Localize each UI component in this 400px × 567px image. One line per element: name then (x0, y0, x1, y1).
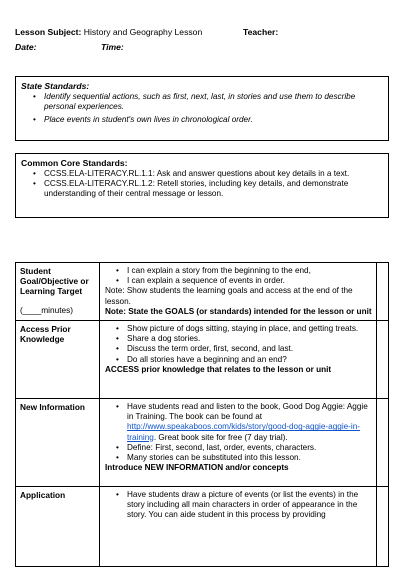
common-core-title: Common Core Standards: (21, 158, 128, 168)
list-item: • CCSS.ELA-LITERACY.RL.1.1: Ask and answer questions about key details in a text. (30, 169, 386, 179)
table-row (16, 487, 389, 567)
goal-bold-note: Note: State the GOALS (or standards) intended for the lesson or unit (105, 306, 372, 316)
list-item (113, 402, 372, 443)
time-label: Time: (101, 42, 124, 52)
new-info-text-pre: Have students read and listen to the book, Good Dog Aggie: Aggie in Training. The book can be found at (127, 402, 368, 422)
blank-column-cell (377, 321, 389, 399)
new-info-label: New Information (20, 402, 85, 413)
date-label: Date: (15, 42, 37, 52)
prior-label: Access Prior Knowledge (20, 324, 71, 345)
goal-cell (16, 263, 100, 321)
blank-column-cell (377, 399, 389, 487)
prior-bold-note: ACCESS prior knowledge that relates to the lesson or unit (105, 364, 332, 374)
table-row (16, 321, 389, 399)
list-item: • Share a dog stories. (113, 334, 372, 344)
teacher-label: Teacher: (243, 27, 279, 37)
new-info-content (100, 399, 377, 487)
prior-content (100, 321, 377, 399)
list-item: • Many stories can be substituted into this lesson. (113, 453, 372, 463)
list-item: • Do all stories have a beginning and an end? (113, 355, 372, 365)
book-link[interactable]: http://www.speakaboos.com/kids/story/good-dog-aggie-aggie-in-training (127, 422, 361, 442)
application-content (100, 487, 377, 567)
new-info-bold-note: Introduce NEW INFORMATION and/or concepts (105, 463, 289, 473)
application-cell (16, 487, 100, 567)
list-item: • Identify sequential actions, such as first, next, last, in stories and use them to describe personal experiences. (30, 92, 386, 112)
list-item: • Define: First, second, last, order, events, characters. (113, 443, 372, 453)
common-core-box (15, 153, 389, 218)
lesson-plan-table (15, 262, 389, 567)
table-row (16, 263, 389, 321)
lesson-subject-value: History and Geography Lesson (83, 27, 203, 37)
list-item: • Discuss the term order, first, second, and last. (113, 344, 372, 354)
new-info-text-post: . Great book site for free (7 day trial). (153, 432, 288, 442)
state-standards-list (30, 92, 386, 126)
new-info-cell (16, 399, 100, 487)
lesson-subject-label: Lesson Subject: (15, 27, 82, 37)
list-item: • I can explain a story from the beginning to the end, (113, 266, 372, 276)
state-standards-box (15, 76, 389, 141)
list-item: • Show picture of dogs sitting, staying in place, and getting treats. (113, 324, 372, 334)
list-item: • Have students draw a picture of events (or list the events) in the story including all main characters in order of appearance in the story. You can aide student in this process by providing (113, 490, 372, 521)
goal-label: Student Goal/Objective or Learning Target (20, 266, 89, 297)
application-label: Application (20, 490, 66, 501)
prior-cell (16, 321, 100, 399)
common-core-list (30, 169, 386, 200)
table-row (16, 399, 389, 487)
list-item: • Place events in student's own lives in chronological order. (30, 115, 386, 125)
blank-column-cell (377, 487, 389, 567)
application-list (113, 490, 372, 521)
prior-list (113, 324, 372, 365)
goal-list (113, 266, 372, 286)
blank-column-cell (377, 263, 389, 321)
lesson-subject-line (15, 27, 202, 38)
list-item: • CCSS.ELA-LITERACY.RL.1.2: Retell stories, including key details, and demonstrate understanding of their central message or lesson. (30, 179, 386, 199)
minutes-blank: (____minutes) (20, 304, 74, 315)
state-standards-title: State Standards: (21, 81, 90, 91)
goal-content (100, 263, 377, 321)
list-item: • I can explain a sequence of events in order. (113, 276, 372, 286)
new-info-list (113, 402, 372, 463)
goal-note: Note: Show students the learning goals and access at the end of the lesson. (105, 286, 353, 306)
